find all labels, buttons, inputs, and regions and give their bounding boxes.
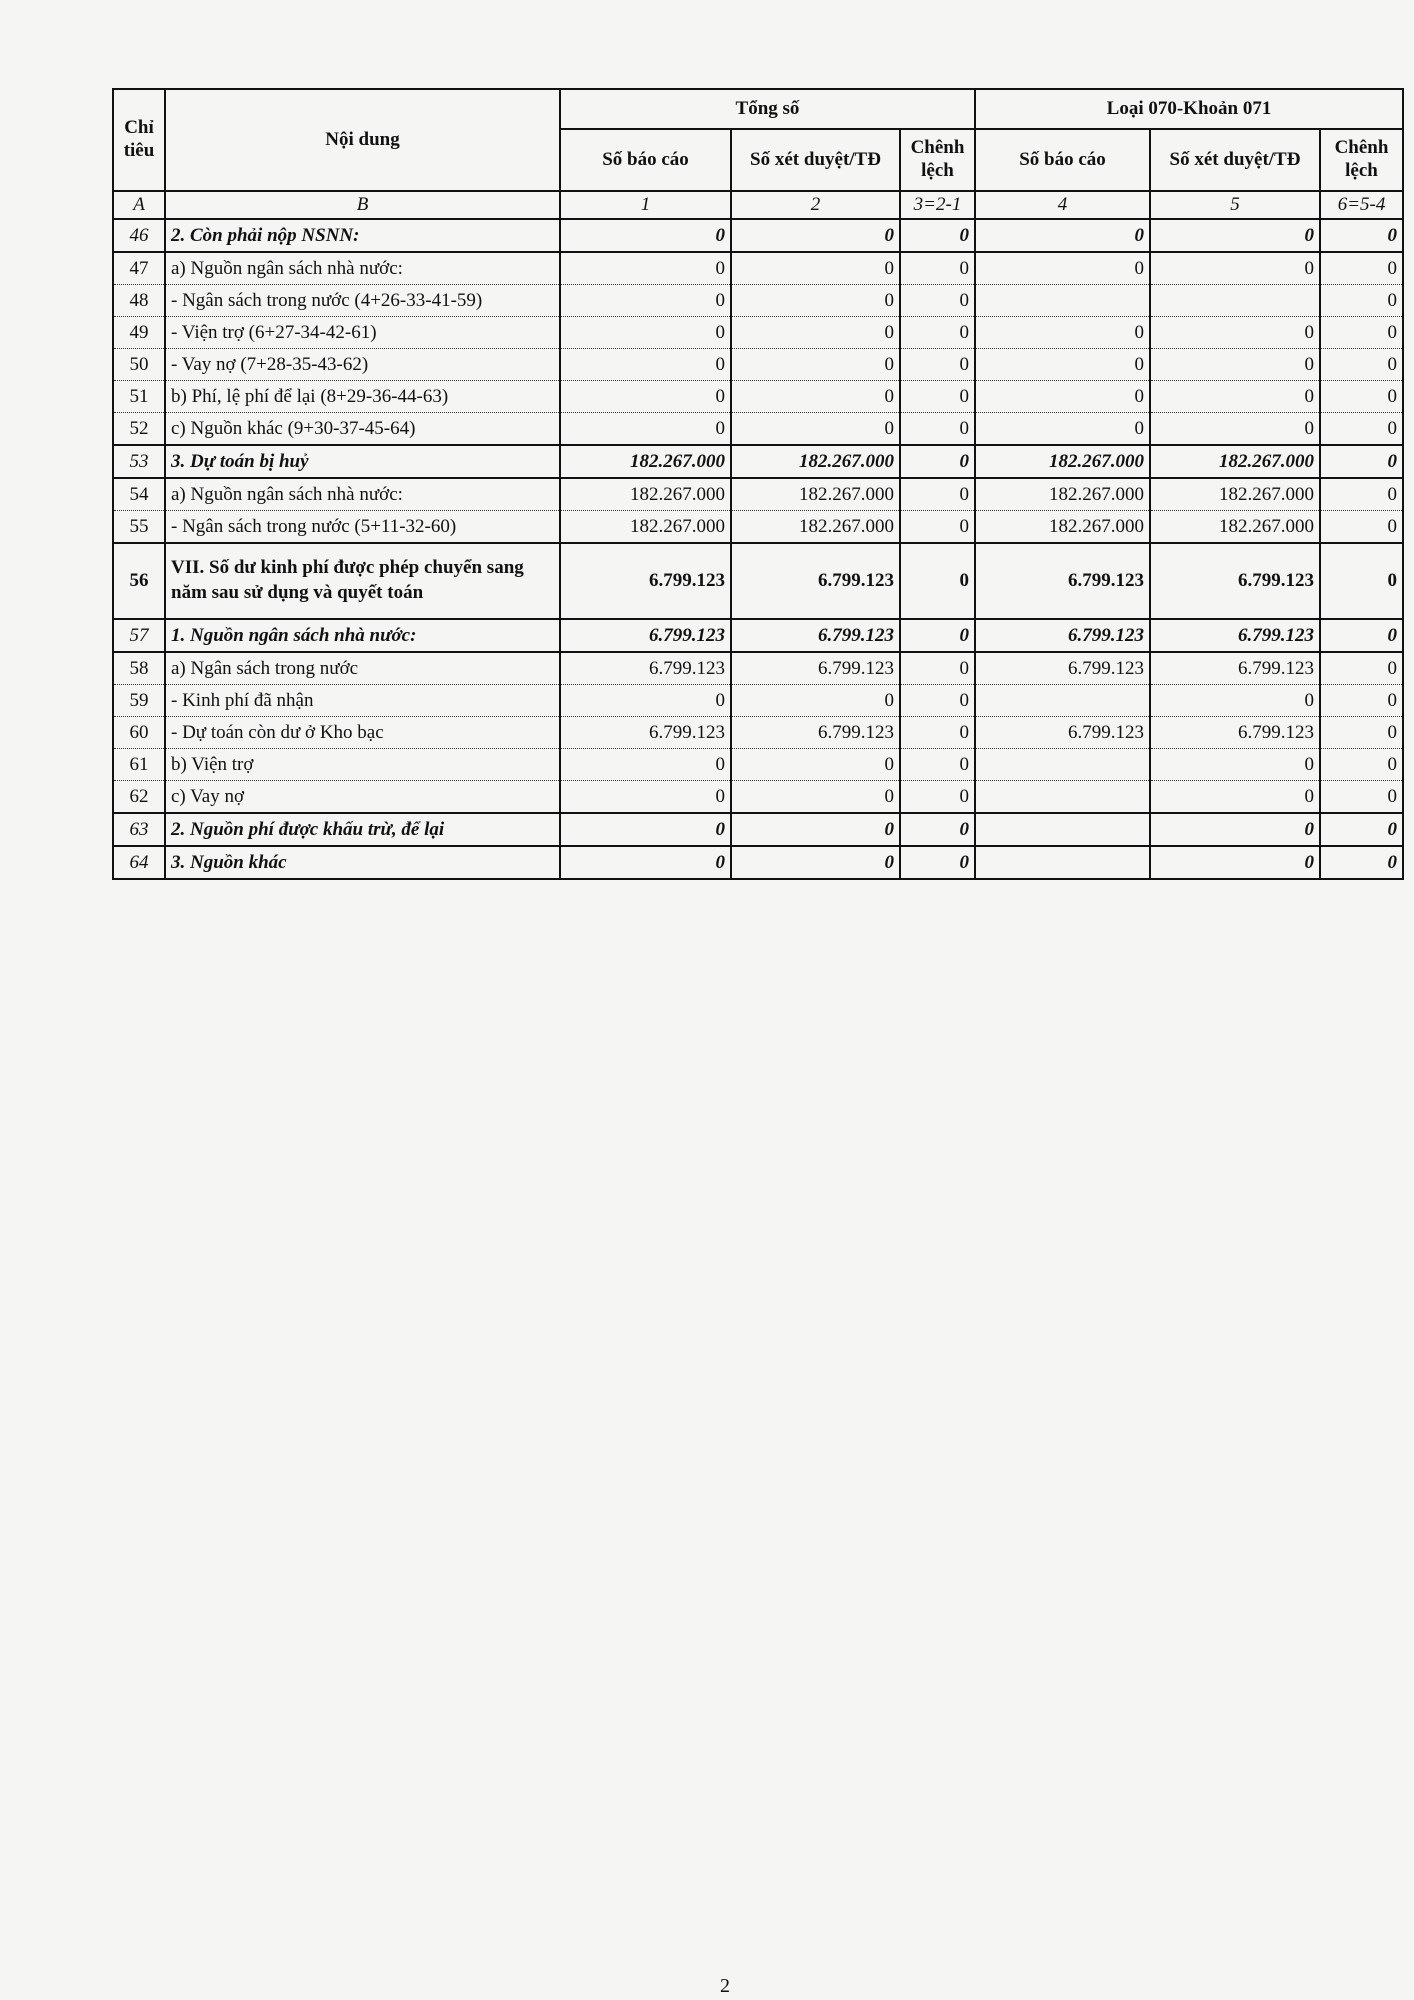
row-content-cell: 1. Nguồn ngân sách nhà nước:	[165, 619, 560, 652]
row-content-cell: 3. Dự toán bị huỷ	[165, 445, 560, 478]
row-content-cell: - Viện trợ (6+27-34-42-61)	[165, 317, 560, 349]
code-cell: 5	[1150, 191, 1320, 219]
value-cell: 0	[731, 317, 900, 349]
table-row	[113, 543, 1403, 619]
value-cell: 0	[900, 717, 975, 749]
value-cell	[975, 685, 1150, 717]
value-cell: 182.267.000	[975, 445, 1150, 478]
value-cell: 0	[1320, 285, 1403, 317]
table-row	[113, 252, 1403, 285]
value-cell	[975, 749, 1150, 781]
row-content-cell: 2. Nguồn phí được khấu trừ, để lại	[165, 813, 560, 846]
value-cell: 0	[560, 285, 731, 317]
value-cell: 0	[900, 619, 975, 652]
value-cell: 6.799.123	[975, 619, 1150, 652]
value-cell: 0	[1320, 478, 1403, 511]
value-cell: 0	[900, 252, 975, 285]
value-cell: 0	[1320, 349, 1403, 381]
row-id-cell: 60	[113, 717, 165, 749]
table-row	[113, 652, 1403, 685]
value-cell: 6.799.123	[1150, 543, 1320, 619]
value-cell: 0	[1150, 219, 1320, 252]
code-cell: 2	[731, 191, 900, 219]
value-cell: 0	[560, 813, 731, 846]
row-id-cell: 47	[113, 252, 165, 285]
row-id-cell: 50	[113, 349, 165, 381]
budget-settlement-table	[112, 88, 1404, 880]
row-content-cell: b) Phí, lệ phí để lại (8+29-36-44-63)	[165, 381, 560, 413]
value-cell	[975, 813, 1150, 846]
value-cell: 6.799.123	[1150, 717, 1320, 749]
row-id-cell: 49	[113, 317, 165, 349]
row-content-cell: - Kinh phí đã nhận	[165, 685, 560, 717]
value-cell: 0	[900, 813, 975, 846]
code-cell: B	[165, 191, 560, 219]
row-content-cell: - Ngân sách trong nước (4+26-33-41-59)	[165, 285, 560, 317]
row-id-cell: 52	[113, 413, 165, 446]
value-cell: 182.267.000	[560, 445, 731, 478]
row-id-cell: 61	[113, 749, 165, 781]
value-cell: 0	[1150, 381, 1320, 413]
value-cell: 0	[975, 349, 1150, 381]
value-cell: 6.799.123	[1150, 652, 1320, 685]
row-content-cell: c) Nguồn khác (9+30-37-45-64)	[165, 413, 560, 446]
row-id-cell: 58	[113, 652, 165, 685]
value-cell: 0	[1320, 445, 1403, 478]
value-cell: 0	[560, 413, 731, 446]
value-cell: 0	[1320, 511, 1403, 544]
value-cell: 0	[560, 781, 731, 814]
value-cell: 0	[975, 317, 1150, 349]
value-cell: 0	[1150, 813, 1320, 846]
value-cell: 0	[900, 478, 975, 511]
value-cell: 182.267.000	[975, 478, 1150, 511]
table-row	[113, 349, 1403, 381]
value-cell: 0	[900, 413, 975, 446]
row-id-cell: 57	[113, 619, 165, 652]
value-cell: 0	[1150, 685, 1320, 717]
value-cell: 0	[1150, 252, 1320, 285]
value-cell: 0	[1320, 252, 1403, 285]
row-content-cell: 3. Nguồn khác	[165, 846, 560, 879]
table-row	[113, 781, 1403, 814]
value-cell: 0	[975, 219, 1150, 252]
value-cell: 0	[1320, 543, 1403, 619]
table-row	[113, 445, 1403, 478]
header-so-xet-duyet-1: Số xét duyệt/TĐ	[731, 129, 900, 191]
value-cell: 182.267.000	[1150, 511, 1320, 544]
value-cell: 0	[1150, 781, 1320, 814]
value-cell: 182.267.000	[1150, 445, 1320, 478]
header-so-xet-duyet-2: Số xét duyệt/TĐ	[1150, 129, 1320, 191]
value-cell: 0	[900, 846, 975, 879]
header-noi-dung: Nội dung	[165, 89, 560, 191]
value-cell: 0	[1320, 749, 1403, 781]
value-cell: 0	[560, 685, 731, 717]
header-so-bao-cao-2: Số báo cáo	[975, 129, 1150, 191]
value-cell: 0	[560, 252, 731, 285]
row-id-cell: 51	[113, 381, 165, 413]
header-group-total: Tổng số	[560, 89, 975, 129]
value-cell	[975, 781, 1150, 814]
value-cell: 6.799.123	[560, 652, 731, 685]
value-cell: 0	[560, 317, 731, 349]
value-cell: 0	[731, 846, 900, 879]
table-row	[113, 285, 1403, 317]
value-cell: 0	[975, 252, 1150, 285]
value-cell: 0	[1320, 717, 1403, 749]
value-cell: 6.799.123	[731, 619, 900, 652]
row-id-cell: 63	[113, 813, 165, 846]
header-chenh-lech-1: Chênh lệch	[900, 129, 975, 191]
value-cell: 0	[1320, 381, 1403, 413]
row-content-cell: b) Viện trợ	[165, 749, 560, 781]
value-cell	[1150, 285, 1320, 317]
value-cell: 0	[900, 317, 975, 349]
row-content-cell: - Vay nợ (7+28-35-43-62)	[165, 349, 560, 381]
value-cell: 0	[900, 445, 975, 478]
value-cell: 182.267.000	[1150, 478, 1320, 511]
value-cell: 0	[1320, 317, 1403, 349]
value-cell: 0	[900, 781, 975, 814]
value-cell: 0	[975, 381, 1150, 413]
code-cell: 3=2-1	[900, 191, 975, 219]
table-row	[113, 717, 1403, 749]
value-cell: 6.799.123	[560, 619, 731, 652]
value-cell: 6.799.123	[731, 717, 900, 749]
header-chi-tieu: Chỉ tiêu	[113, 89, 165, 191]
value-cell: 0	[900, 349, 975, 381]
table-row	[113, 813, 1403, 846]
value-cell: 0	[1150, 413, 1320, 446]
table-row	[113, 511, 1403, 544]
value-cell: 0	[731, 413, 900, 446]
value-cell: 6.799.123	[731, 543, 900, 619]
code-cell: 1	[560, 191, 731, 219]
value-cell: 0	[731, 749, 900, 781]
value-cell: 0	[900, 511, 975, 544]
value-cell: 0	[900, 652, 975, 685]
value-cell: 0	[1320, 413, 1403, 446]
value-cell: 182.267.000	[975, 511, 1150, 544]
value-cell: 0	[975, 413, 1150, 446]
value-cell: 0	[731, 349, 900, 381]
value-cell: 0	[1150, 317, 1320, 349]
value-cell: 0	[1320, 685, 1403, 717]
value-cell: 0	[731, 219, 900, 252]
value-cell: 0	[900, 219, 975, 252]
value-cell: 0	[731, 285, 900, 317]
value-cell: 6.799.123	[1150, 619, 1320, 652]
value-cell: 0	[560, 749, 731, 781]
row-content-cell: 2. Còn phải nộp NSNN:	[165, 219, 560, 252]
value-cell: 0	[1320, 813, 1403, 846]
value-cell	[975, 285, 1150, 317]
row-content-cell: c) Vay nợ	[165, 781, 560, 814]
row-content-cell: VII. Số dư kinh phí được phép chuyển sang năm sau sử dụng và quyết toán	[165, 543, 560, 619]
row-id-cell: 59	[113, 685, 165, 717]
value-cell: 182.267.000	[731, 478, 900, 511]
table-row	[113, 219, 1403, 252]
table-row	[113, 685, 1403, 717]
value-cell: 0	[731, 781, 900, 814]
row-content-cell: a) Ngân sách trong nước	[165, 652, 560, 685]
header-chenh-lech-2: Chênh lệch	[1320, 129, 1403, 191]
value-cell: 6.799.123	[975, 652, 1150, 685]
value-cell: 0	[1320, 846, 1403, 879]
page-number: 2	[720, 1975, 730, 1997]
value-cell: 0	[1150, 349, 1320, 381]
table-row	[113, 846, 1403, 879]
value-cell: 6.799.123	[560, 543, 731, 619]
value-cell	[975, 846, 1150, 879]
value-cell: 6.799.123	[560, 717, 731, 749]
value-cell: 182.267.000	[731, 445, 900, 478]
value-cell: 0	[560, 846, 731, 879]
code-cell: A	[113, 191, 165, 219]
table-row	[113, 317, 1403, 349]
value-cell: 0	[560, 219, 731, 252]
table-row	[113, 413, 1403, 446]
row-content-cell: - Dự toán còn dư ở Kho bạc	[165, 717, 560, 749]
value-cell: 6.799.123	[975, 543, 1150, 619]
value-cell: 0	[1150, 846, 1320, 879]
value-cell: 0	[900, 285, 975, 317]
row-id-cell: 53	[113, 445, 165, 478]
value-cell: 0	[560, 349, 731, 381]
row-id-cell: 64	[113, 846, 165, 879]
row-id-cell: 62	[113, 781, 165, 814]
row-id-cell: 48	[113, 285, 165, 317]
value-cell: 0	[731, 685, 900, 717]
value-cell: 182.267.000	[731, 511, 900, 544]
value-cell: 0	[1320, 652, 1403, 685]
row-id-cell: 46	[113, 219, 165, 252]
value-cell: 6.799.123	[975, 717, 1150, 749]
report-sheet	[112, 88, 1402, 880]
code-cell: 6=5-4	[1320, 191, 1403, 219]
table-row	[113, 619, 1403, 652]
value-cell: 0	[731, 252, 900, 285]
value-cell: 0	[900, 685, 975, 717]
value-cell: 0	[1150, 749, 1320, 781]
table-row	[113, 478, 1403, 511]
value-cell: 0	[1320, 219, 1403, 252]
row-id-cell: 55	[113, 511, 165, 544]
code-cell: 4	[975, 191, 1150, 219]
value-cell: 0	[560, 381, 731, 413]
value-cell: 182.267.000	[560, 511, 731, 544]
table-row	[113, 749, 1403, 781]
header-group-type: Loại 070-Khoản 071	[975, 89, 1403, 129]
row-id-cell: 54	[113, 478, 165, 511]
value-cell: 0	[731, 381, 900, 413]
table-body	[113, 219, 1403, 879]
value-cell: 0	[731, 813, 900, 846]
header-so-bao-cao-1: Số báo cáo	[560, 129, 731, 191]
row-content-cell: a) Nguồn ngân sách nhà nước:	[165, 478, 560, 511]
table-row	[113, 381, 1403, 413]
value-cell: 0	[1320, 619, 1403, 652]
value-cell: 0	[900, 543, 975, 619]
row-id-cell: 56	[113, 543, 165, 619]
value-cell: 182.267.000	[560, 478, 731, 511]
row-content-cell: - Ngân sách trong nước (5+11-32-60)	[165, 511, 560, 544]
value-cell: 0	[900, 381, 975, 413]
value-cell: 0	[900, 749, 975, 781]
value-cell: 6.799.123	[731, 652, 900, 685]
value-cell: 0	[1320, 781, 1403, 814]
row-content-cell: a) Nguồn ngân sách nhà nước:	[165, 252, 560, 285]
